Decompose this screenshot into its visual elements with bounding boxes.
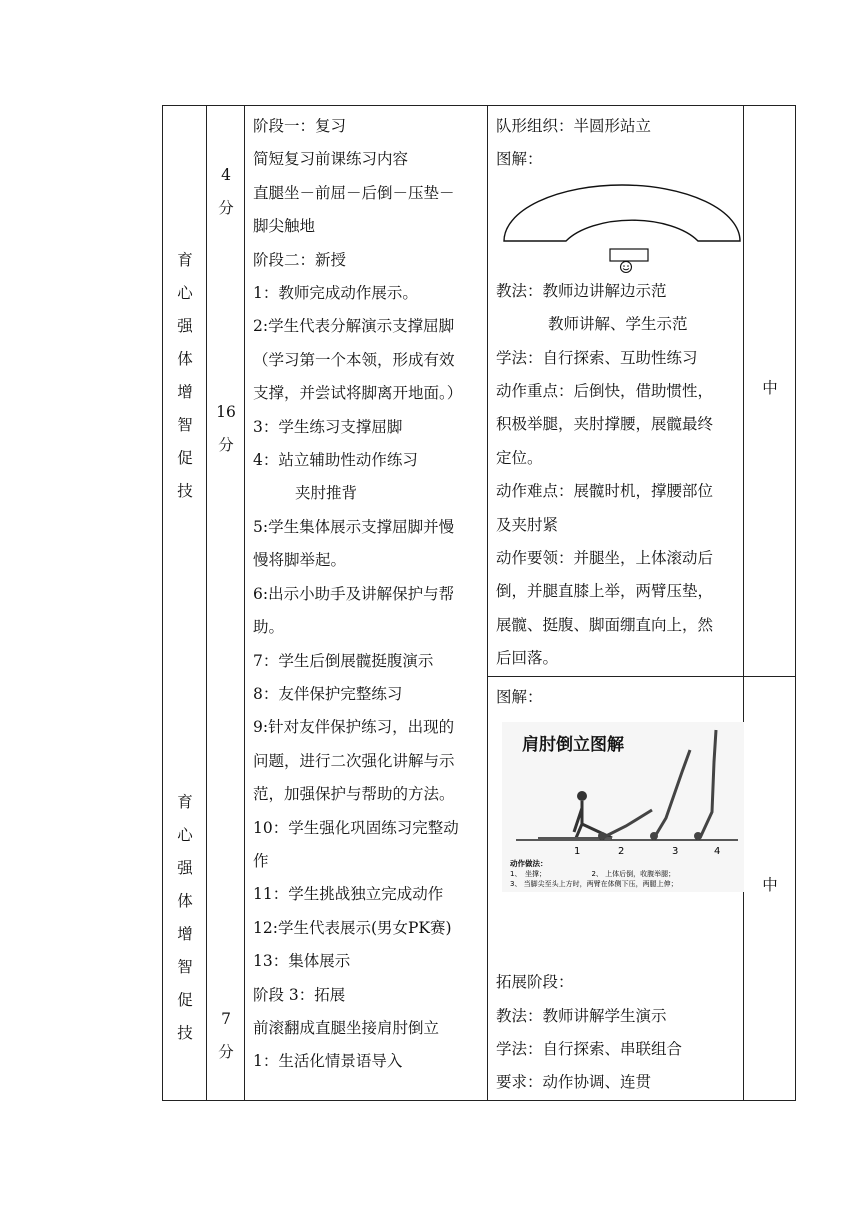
step-number: 1: [574, 846, 581, 858]
semicircle-formation-diagram: [502, 177, 742, 263]
formation-text: 队形组织：半圆形站立: [496, 117, 652, 135]
content-text: 阶段一：复习 简短复习前课练习内容 直腿坐－前屈－后倒－压垫－ 脚尖触地 阶段二：新授 1：教师完成动作展示。 2:学生代表分解演示支撑屈脚 （学习第一个本领，形成有效 支撑，并尝试将脚离开地面。） 3：学生练习支撑屈脚 4：站立辅助性动作练习 夹肘推背 5:学生集体展示支撑屈脚并慢 慢将脚举起。 6:出示小助手及讲解保护与帮 助。 7：学生后倒展髋挺腹演示 8：友伴保护完整练习 9:针对友伴保护练习，出现的 问题，进行二次强化讲解与示 范，加强保护与帮助的方法。 10：学生强化巩固练习完整动 作 11：学生挑战独立完成动作 12:学生代表展示(男女PK赛) 13：集体展示 阶段 3：拓展 前滚翻成直腿坐接肩肘倒立 1：生活化情景语导入: [253, 117, 463, 1071]
intensity-bottom: 中: [762, 875, 778, 894]
intensity-top: 中: [762, 379, 778, 397]
goal-column: [163, 106, 207, 1101]
diagram-label: 图解：: [496, 150, 543, 169]
content-column: [245, 106, 488, 1101]
time-stage-3: 7 分: [218, 1010, 234, 1061]
intensity-cell-top: [744, 106, 796, 677]
shoulder-stand-illustration: [502, 722, 744, 892]
illustration-title: 肩肘倒立图解: [522, 735, 624, 756]
caption-head: 动作做法：: [510, 859, 548, 869]
step-number: 3: [672, 846, 679, 858]
time-column: [207, 106, 245, 1101]
method-cell-top: 队形组织：半圆形站立 图解： 教法：教师边讲解边示范 教师讲解、学生示范 学法：自行探索、互助性练习 动作重点：后倒快，借助惯性， 积极举腿，夹肘撑腰，展髋最终 定位。 动作难点：展髋时机，撑腰部位 及夹肘紧 动作要领：并腿坐，上体滚动后 倒，并腿直膝上举，两臂压垫， 展髋、挺腹、脚面绷直向上，然 后回落。: [488, 106, 744, 677]
step-number: 2: [618, 846, 625, 858]
method-cell-bottom: 图解： 肩肘倒立图解 1 2 3 4 动作做法： 1、 坐撑； 2、 上体后倒，收腹举腿； 3、 当脚尖至头上方时，两臂在体侧下压，两腿上伸； 拓展阶段： 教法：教师讲解学生演示 学法：自行探索、串联组合 要求：动作协调、连贯: [488, 676, 744, 1100]
diagram-label-2: 图解：: [496, 687, 543, 706]
goal-label-1: 育 心 强 体 增 智 促 技: [177, 251, 193, 500]
time-stage-1: 4 分: [218, 166, 234, 217]
caption-line: 1、 坐撑； 2、 上体后倒，收腹举腿；: [510, 870, 676, 879]
time-stage-2: 16 分: [216, 403, 236, 454]
intensity-cell-bottom: [744, 676, 796, 1100]
step-number: 4: [714, 846, 721, 858]
caption-line: 3、 当脚尖至头上方时，两臂在体侧下压，两腿上伸；: [510, 880, 678, 889]
goal-label-2: 育 心 强 体 增 智 促 技: [177, 793, 193, 1042]
lesson-plan-table: [162, 105, 796, 1101]
